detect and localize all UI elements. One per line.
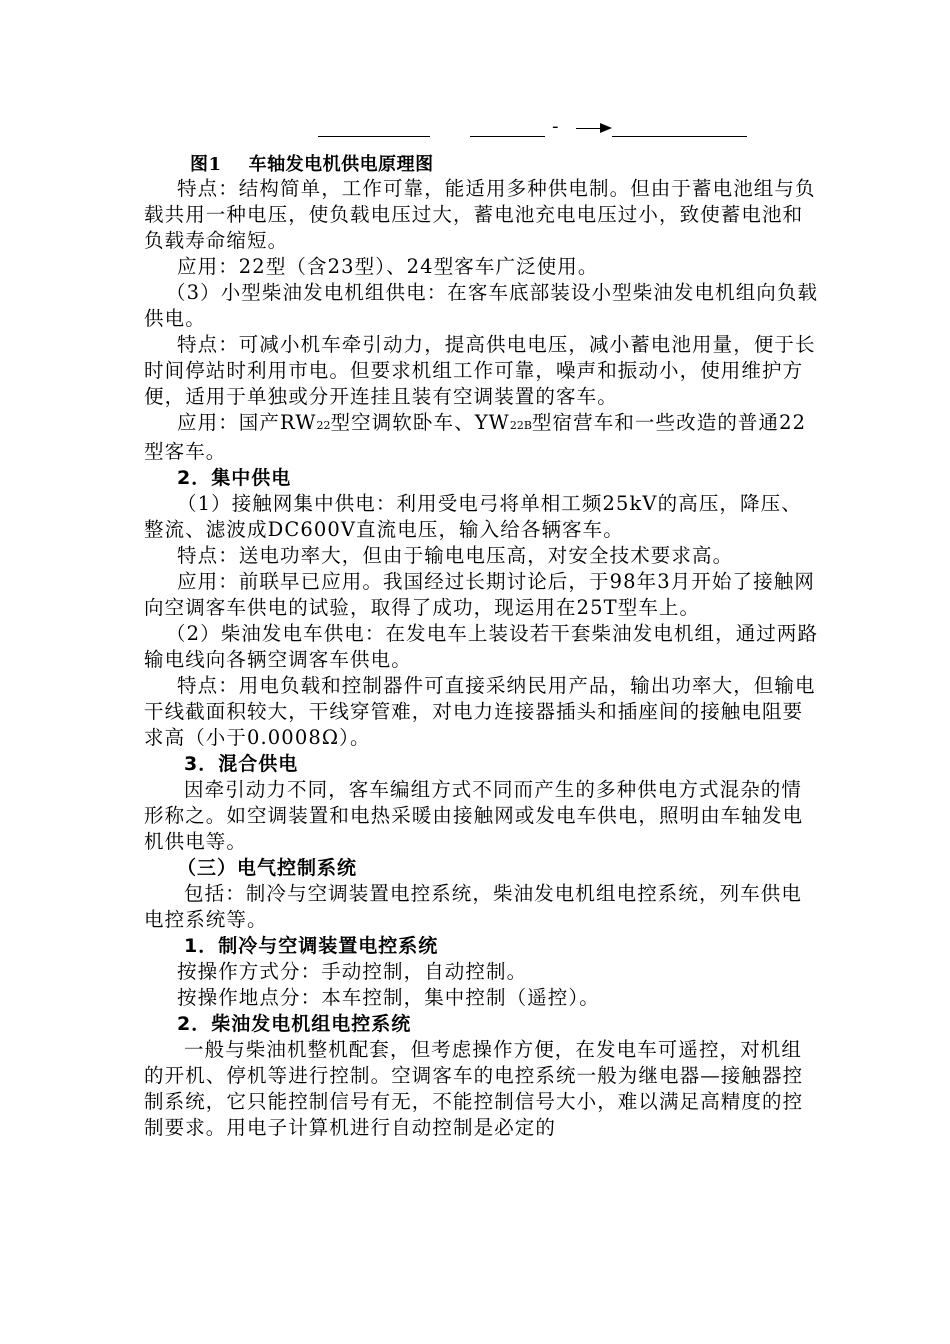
paragraph: 特点：结构简单，工作可靠，能适用多种供电制。但由于蓄电池组与负载共用一种电压，使负载电压过大，蓄电池充电电压过小，致使蓄电池和负载寿命缩短。 (144, 177, 816, 252)
arrow-right-icon (600, 123, 612, 133)
paragraph: 因牵引动力不同，客车编组方式不同而产生的多种供电方式混杂的情形称之。如空调装置和电热采暖由接触网或发电车供电，照明由车轴发电机供电等。 (144, 778, 804, 853)
paragraph: （2）柴油发电车供电：在发电车上装设若干套柴油发电机组，通过两路输电线向各辆空调客车供电。 (144, 622, 819, 671)
section-heading: （三）电气控制系统 (177, 857, 358, 879)
paragraph: 按操作方式分：手动控制，自动控制。 (177, 960, 528, 983)
text-run: 型宿营车和一些改造的普通22型客车。 (144, 411, 807, 463)
section-heading: 1．制冷与空调装置电控系统 (184, 935, 439, 957)
paragraph: （3）小型柴油发电机组供电：在客车底部装设小型柴油发电机组向负载供电。 (144, 281, 819, 330)
section-heading: 2．集中供电 (177, 467, 292, 489)
text-run: 应用：国产RW (177, 411, 317, 434)
paragraph: 应用：前联早已应用。我国经过长期讨论后，于98年3月开始了接触网向空调客车供电的试验，取得了成功，现运用在25T型车上。 (144, 570, 815, 619)
figure-line-middle (470, 136, 545, 137)
figure-caption: 图1 车轴发电机供电原理图 (190, 154, 434, 175)
figure-dash: - (552, 116, 559, 137)
section-heading: 2．柴油发电机组电控系统 (177, 1013, 412, 1035)
figure-arrow-shaft (576, 128, 602, 129)
figure-line-right (612, 136, 747, 137)
paragraph: 按操作地点分：本车控制，集中控制（遥控）。 (177, 986, 600, 1009)
model-subscript: 22 (316, 419, 331, 432)
paragraph: （1）接触网集中供电：利用受电弓将单相工频25kV的高压，降压、整流、滤波成DC600V直流电压，输入给各辆客车。 (144, 492, 802, 541)
paragraph: 包括：制冷与空调装置电控系统，柴油发电机组电控系统，列车供电电控系统等。 (144, 882, 803, 931)
section-heading: 3．混合供电 (184, 753, 299, 775)
model-subscript: 22B (509, 419, 532, 432)
figure-line-left (318, 136, 430, 137)
body-text (144, 176, 819, 1141)
paragraph: 应用：22型（含23型）、24型客车广泛使用。 (177, 255, 599, 278)
paragraph: 特点：用电负载和控制器件可直接采纳民用产品，输出功率大，但输电干线截面积较大，干线穿管难，对电力连接器插头和插座间的接触电阻要求高（小于0.0008Ω）。 (144, 674, 816, 749)
paragraph: 特点：可减小机车牵引动力，提高供电电压，减小蓄电池用量，便于长时间停站时利用市电。但要求机组工作可靠，噪声和振动小，使用维护方便，适用于单独或分开连挂且装有空调装置的客车。 (144, 333, 816, 408)
paragraph (144, 410, 819, 465)
text-run: 型空调软卧车、YW (330, 411, 510, 434)
paragraph: 特点：送电功率大，但由于输电电压高，对安全技术要求高。 (177, 544, 734, 567)
paragraph: 一般与柴油机整机配套，但考虑操作方便，在发电车可遥控，对机组的开机、停机等进行控制。空调客车的电控系统一般为继电器—接触器控制系统，它只能控制信号有无，不能控制信号大小，难以满足高精度的控制要求。用电子计算机进行自动控制是必定的 (144, 1038, 804, 1139)
